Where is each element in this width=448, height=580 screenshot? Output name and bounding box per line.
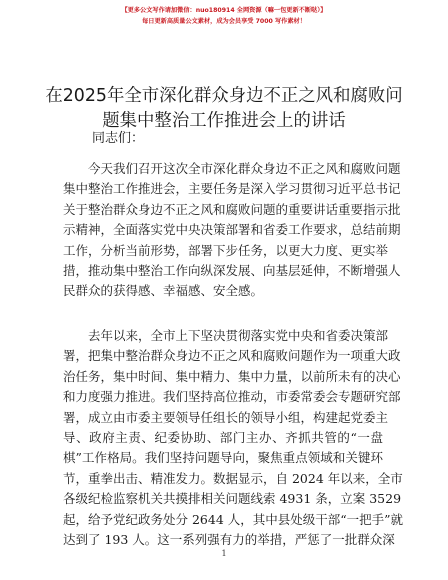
paragraph-line: 署，成立由市委主要领导任组长的领导小组，构建起党委主 bbox=[63, 409, 389, 425]
paragraph-line: 今天我们召开这次全市深化群众身边不正之风和腐败问题 bbox=[88, 161, 401, 176]
paragraph-line: 和力度强力推进。我们坚持高位推动，市委常委会专题研究部 bbox=[63, 389, 401, 405]
paragraph-line: 治任务，集中时间、集中精力、集中力量，以前所未有的决心 bbox=[63, 368, 401, 384]
paragraph-line: 示精神，全面落实党中央决策部署和省委工作要求，总结前期 bbox=[63, 222, 401, 238]
paragraph-line: 民群众的获得感、幸福感、安全感。 bbox=[63, 283, 264, 299]
paragraph-line: 措，推动集中整治工作向纵深发展、向基层延伸，不断增强人 bbox=[63, 262, 401, 278]
promo-banner-line-2: 每日更新高质量公文素材，成为会员享受 7000 写作素材！ bbox=[142, 18, 306, 25]
promo-banner bbox=[0, 5, 448, 27]
paragraph-line: 去年以来，全市上下坚决贯彻落实党中央和省委决策部 bbox=[88, 328, 389, 343]
paragraph-line: 各级纪检监察机关共摸排相关问题线索 4931 条，立案 3529 bbox=[63, 491, 402, 507]
paragraph-2 bbox=[63, 326, 404, 550]
paragraph-line: 集中整治工作推进会，主要任务是深入学习贯彻习近平总书记 bbox=[63, 181, 401, 197]
paragraph-line: 署，把集中整治群众身边不正之风和腐败问题作为一项重大政 bbox=[63, 348, 401, 364]
paragraph-line: 关于整治群众身边不正之风和腐败问题的重要讲话重要指示批 bbox=[63, 201, 401, 217]
page-number: 1 bbox=[221, 549, 227, 558]
promo-banner-line-1: 【更多公文写作请加微信：nuo180914 全网资源（嘛一包更新不断哒）】 bbox=[121, 7, 327, 14]
paragraph-line: 节，重拳出击、精准发力。数据显示，自 2024 年以来，全市 bbox=[63, 470, 403, 486]
paragraph-line: 工作，分析当前形势，部署下步任务，以更大力度、更实举 bbox=[63, 242, 389, 258]
document-title-line-2: 题集中整治工作推进会上的讲话 bbox=[102, 111, 346, 131]
paragraph-line: 起，给予党纪政务处分 2644 人，其中县处级干部“一把手”就 bbox=[63, 511, 404, 527]
paragraph-line: 导、政府主责、纪委协助、部门主办、齐抓共管的“一盘 bbox=[63, 429, 383, 445]
paragraph-line: 棋”工作格局。我们坚持问题导向，聚焦重点领域和关键环 bbox=[63, 450, 383, 466]
salutation: 同志们： bbox=[92, 131, 145, 146]
paragraph-1 bbox=[63, 159, 401, 302]
paragraph-line: 达到了 193 人。这一系列强有力的举措，严惩了一批群众深 bbox=[63, 531, 395, 547]
document-title-line-1: 在2025年全市深化群众身边不正之风和腐败问 bbox=[45, 86, 403, 106]
document-title bbox=[40, 84, 408, 134]
